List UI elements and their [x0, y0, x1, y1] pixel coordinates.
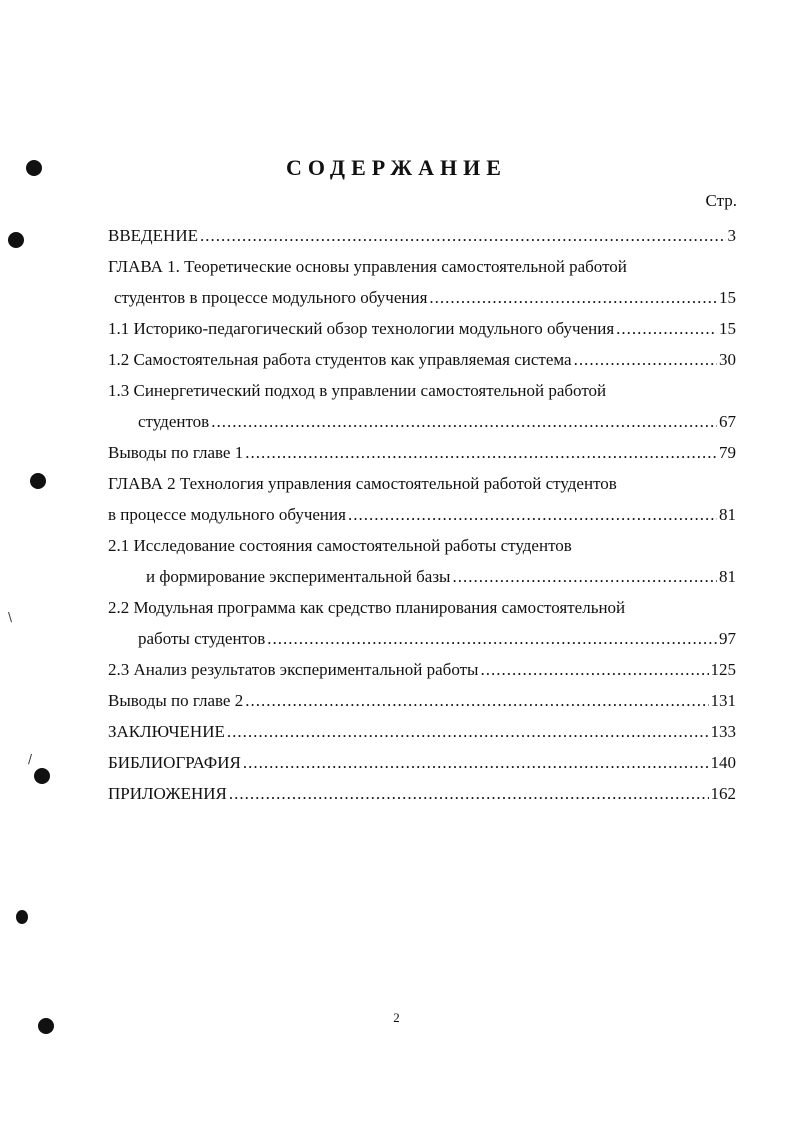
toc-entry-text: 1.2 Самостоятельная работа студентов как управляемая система: [108, 350, 572, 369]
toc-entry-text: 2.2 Модульная программа как средство планирования самостоятельной: [108, 598, 626, 617]
toc-dot-leader: [267, 623, 717, 654]
toc-page-number: 162: [710, 784, 736, 803]
toc-page-number: 15: [719, 319, 736, 338]
toc-entry-text: Выводы по главе 1: [108, 443, 244, 462]
toc-entry-chapter-2: [108, 468, 736, 499]
toc-page-number: 140: [710, 753, 736, 772]
punch-hole-marker: [16, 910, 28, 924]
scan-mark: /: [28, 752, 33, 766]
toc-entry-section-2-1: [108, 530, 736, 561]
toc-page-number: 125: [710, 660, 736, 679]
toc-page-number: 15: [719, 288, 736, 307]
toc-entry-text: ПРИЛОЖЕНИЯ: [108, 784, 227, 803]
toc-page-number: 133: [710, 722, 736, 741]
toc-entry-section-1-2: [108, 344, 736, 375]
toc-entry-text: в процессе модульного обучения: [108, 505, 346, 524]
toc-dot-leader: [348, 499, 717, 530]
document-title: СОДЕРЖАНИЕ: [286, 155, 507, 180]
toc-entry-appendices: [108, 778, 736, 809]
toc-page-number: 97: [719, 629, 736, 648]
toc-entry-conclusions-chapter-2: [108, 685, 736, 716]
toc-dot-leader: [245, 437, 717, 468]
toc-page-number: 131: [710, 691, 736, 710]
toc-page-number: 30: [719, 350, 736, 369]
punch-hole-marker: [30, 473, 46, 489]
toc-entry-text: ГЛАВА 2 Технология управления самостоятельной работой студентов: [108, 474, 617, 493]
toc-entry-chapter-1: [108, 251, 736, 282]
toc-dot-leader: [211, 406, 717, 437]
toc-entry-chapter-2-continued: [108, 499, 736, 530]
toc-entry-text: работы студентов: [138, 629, 266, 648]
toc-entry-conclusions-chapter-1: [108, 437, 736, 468]
toc-entry-section-1-3-continued: [108, 406, 736, 437]
toc-entry-text: ГЛАВА 1. Теоретические основы управления самостоятельной работой: [108, 257, 627, 276]
toc-entry-text: 1.3 Синергетический подход в управлении самостоятельной работой: [108, 381, 607, 400]
toc-entry-text: Выводы по главе 2: [108, 691, 244, 710]
toc-dot-leader: [452, 561, 717, 592]
toc-entry-text: 2.3 Анализ результатов экспериментальной работы: [108, 660, 479, 679]
toc-entry-text: 1.1 Историко-педагогический обзор технологии модульного обучения: [108, 319, 615, 338]
toc-entry-section-2-2: [108, 592, 736, 623]
toc-page-number: 67: [719, 412, 736, 431]
toc-dot-leader: [227, 716, 709, 747]
toc-entry-conclusion: [108, 716, 736, 747]
table-of-contents: [108, 220, 736, 809]
scan-mark: \: [8, 610, 13, 624]
toc-entry-section-2-2-continued: [108, 623, 736, 654]
punch-hole-marker: [34, 768, 50, 784]
toc-entry-section-1-3: [108, 375, 736, 406]
toc-entry-section-2-1-continued: [108, 561, 736, 592]
toc-page-number: 81: [719, 505, 736, 524]
toc-entry-section-2-3: [108, 654, 736, 685]
toc-entry-text: и формирование экспериментальной базы: [146, 567, 451, 586]
toc-page-number: 81: [719, 567, 736, 586]
toc-entry-text: ЗАКЛЮЧЕНИЕ: [108, 722, 225, 741]
toc-page-number: 3: [727, 226, 736, 245]
toc-entry-text: ВВЕДЕНИЕ: [108, 226, 198, 245]
toc-entry-text: 2.1 Исследование состояния самостоятельной работы студентов: [108, 536, 572, 555]
toc-dot-leader: [480, 654, 708, 685]
toc-dot-leader: [616, 313, 717, 344]
punch-hole-marker: [8, 232, 24, 248]
toc-dot-leader: [229, 778, 709, 809]
toc-entry-text: студентов в процессе модульного обучения: [114, 288, 428, 307]
toc-dot-leader: [200, 220, 726, 251]
toc-dot-leader: [245, 685, 708, 716]
toc-page-number: 79: [719, 443, 736, 462]
toc-entry-text: студентов: [138, 412, 210, 431]
toc-dot-leader: [429, 282, 717, 313]
toc-entry-section-1-1: [108, 313, 736, 344]
pages-column-heading: Стр.: [705, 191, 737, 210]
toc-entry-bibliography: [108, 747, 736, 778]
toc-entry-text: БИБЛИОГРАФИЯ: [108, 753, 241, 772]
toc-dot-leader: [243, 747, 709, 778]
toc-dot-leader: [574, 344, 717, 375]
toc-entry-chapter-1-continued: [108, 282, 736, 313]
toc-entry-introduction: [108, 220, 736, 251]
page-number: 2: [393, 1010, 400, 1025]
